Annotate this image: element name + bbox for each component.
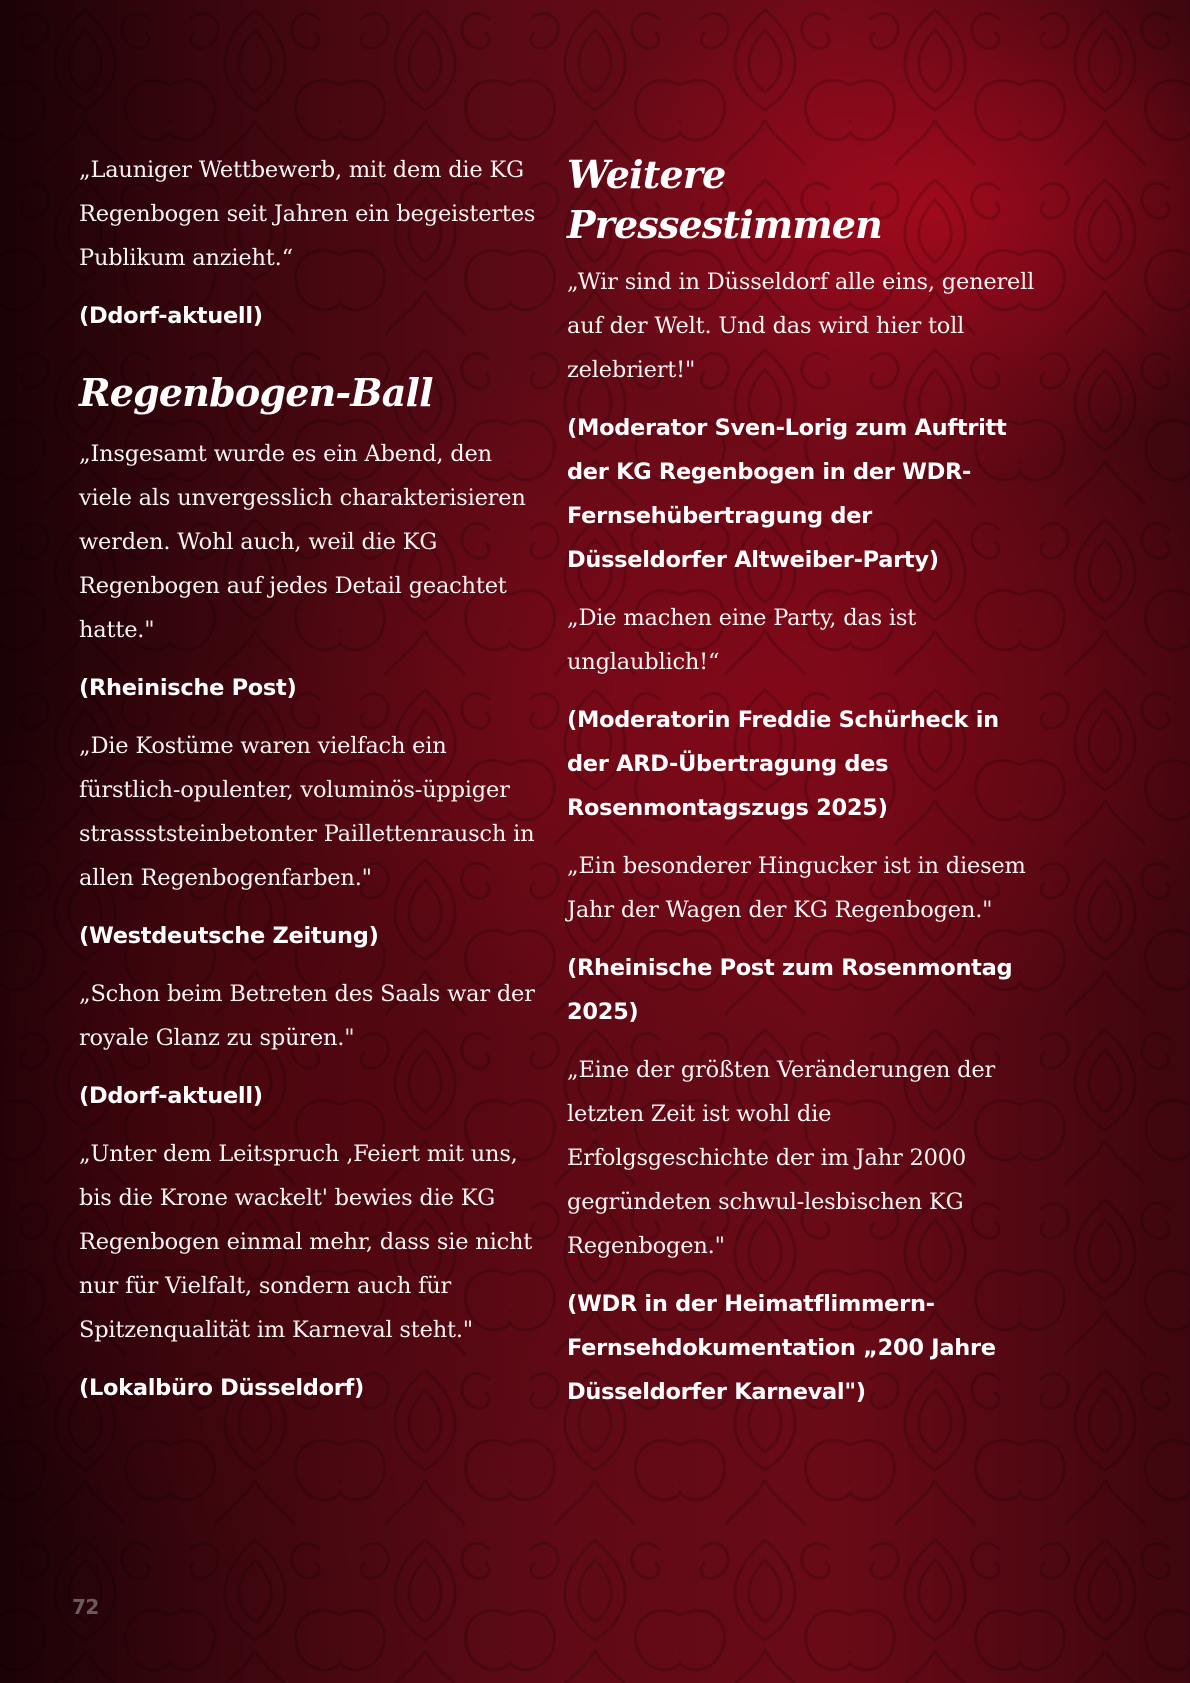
press-quote: „Die Kostüme waren vielfach ein fürstlich-opulenter, voluminös-üppiger strassststeinbetonter Paillettenrausch in allen Regenbogenfarben." [79,733,535,891]
press-quote: „Die machen eine Party, das ist unglaublich!“ [567,605,917,675]
intro-quote: „Launiger Wettbewerb, mit dem die KG Regenbogen seit Jahren ein begeistertes Publikum anzieht.“ [79,157,536,271]
press-quote: „Ein besonderer Hingucker ist in diesem Jahr der Wagen der KG Regenbogen." [567,853,1026,923]
press-quote: „Eine der größten Veränderungen der letzten Zeit ist wohl die Erfolgsgeschichte der im Jahr 2000 gegründeten schwul-lesbischen KG Regenbogen." [567,1057,996,1259]
press-quote: „Schon beim Betreten des Saals war der royale Glanz zu spüren." [79,981,535,1051]
section-heading-regenbogen-ball: Regenbogen-Ball [79,370,433,415]
press-source: (Westdeutsche Zeitung) [79,923,379,949]
press-quote: „Insgesamt wurde es ein Abend, den viele als unvergesslich charakterisieren werden. Wohl auch, weil die KG Regenbogen auf jedes Detail geachtet hatte." [79,441,526,643]
press-source: (Rheinische Post zum Rosenmontag 2025) [567,955,1013,1025]
press-source: (Moderatorin Freddie Schürheck in der ARD-Übertragung des Rosenmontagszugs 2025) [567,707,999,821]
press-quote: „Unter dem Leitspruch ‚Feiert mit uns, bis die Krone wackelt' bewies die KG Regenbogen einmal mehr, dass sie nicht nur für Vielfalt, sondern auch für Spitzenqualität im Karneval steht." [79,1141,533,1343]
right-column [567,150,1037,1428]
press-source: (Lokalbüro Düsseldorf) [79,1375,365,1401]
press-source: (Ddorf-aktuell) [79,1083,263,1109]
page-number: 72 [72,1595,99,1619]
press-source: (Moderator Sven-Lorig zum Auftritt der KG Regenbogen in der WDR-Fernsehübertragung der Düsseldorfer Altweiber-Party) [567,415,1007,573]
press-quote: „Wir sind in Düsseldorf alle eins, generell auf der Welt. Und das wird hier toll zelebriert!" [567,269,1035,383]
intro-source: (Ddorf-aktuell) [79,303,263,329]
press-source: (Rheinische Post) [79,675,297,701]
section-heading-weitere-pressestimmen: Weitere Pressestimmen [567,152,882,247]
press-source: (WDR in der Heimatflimmern-Fernsehdokumentation „200 Jahre Düsseldorfer Karneval") [567,1291,996,1405]
left-column [79,148,549,1424]
